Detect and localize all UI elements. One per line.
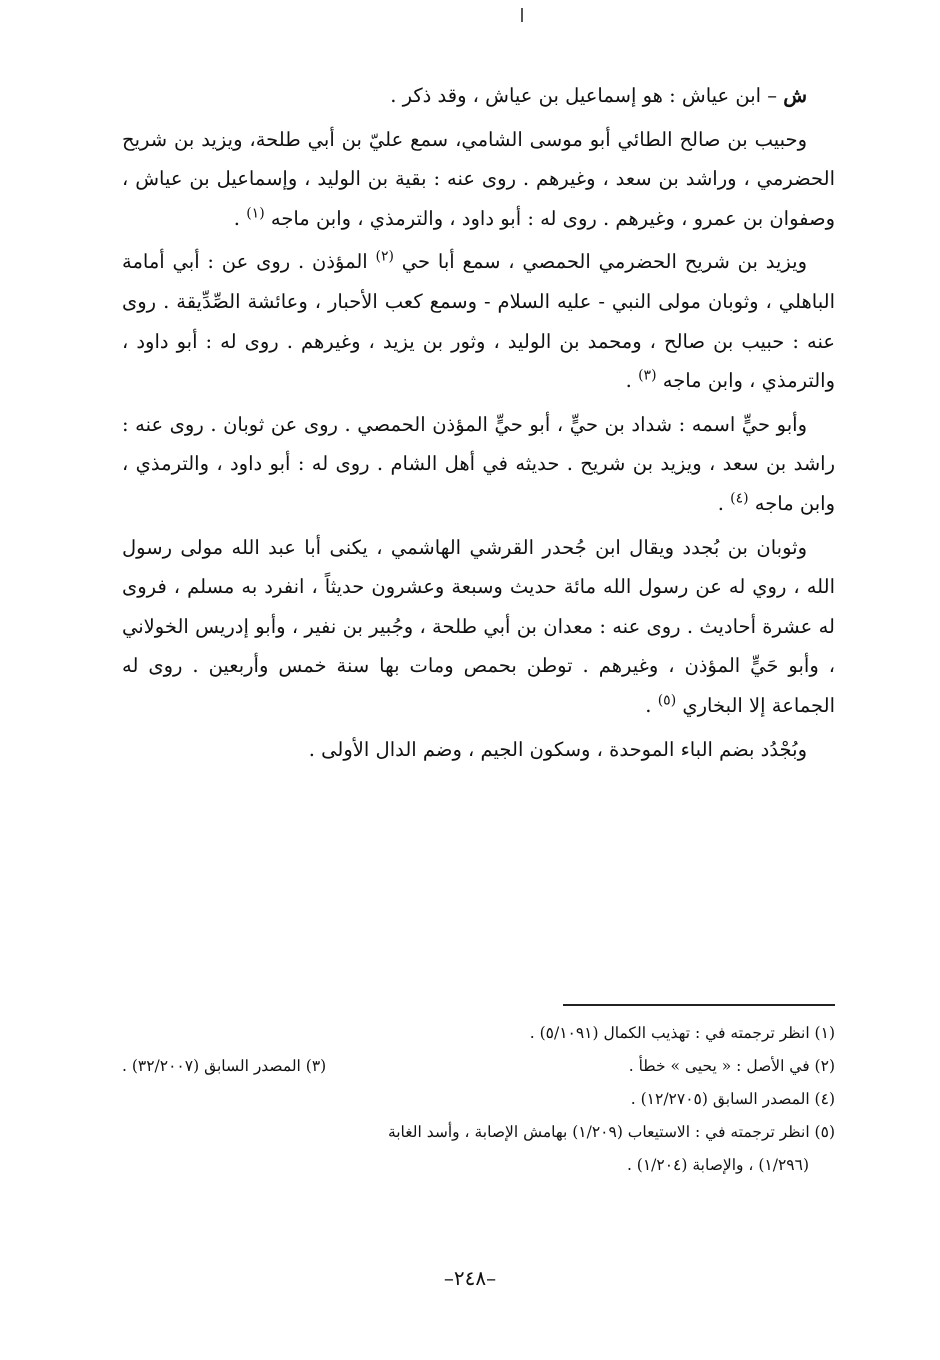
paragraph-end: . [645,693,658,717]
paragraph-abu-hayy [122,405,835,524]
paragraph-text: وأبو حيٍّ اسمه : شداد بن حيٍّ ، أبو حيٍّ المؤذن الحمصي . روى عن ثوبان . روى عنه : راشد بن سعد ، ويزيد بن شريح . حديثه في أهل الشام . روى له : أبو داود ، والترمذي ، وابن ماجه [122,412,835,515]
page-number: –٢٤٨– [443,1266,497,1290]
paragraph-text: وبُجْدُد بضم الباء الموحدة ، وسكون الجيم ، وضم الدال الأولى . [308,737,807,761]
paragraph-text-continued: المؤذن . روى عن : أبي أمامة الباهلي ، وثوبان مولى النبي - عليه السلام - وسمع كعب الأحبار ، وعائشة الصِّدِّيقة . روى عنه : حبيب بن صالح ، ومحمد بن الوليد ، وثور بن يزيد ، وغيرهم . روى له : أبو داود ، والترمذي ، وابن ماجه [122,250,835,393]
footnote-reference: (٣) [638,367,657,384]
footnote-reference: (٤) [730,490,749,507]
paragraph-ibn-ayyash [122,76,835,116]
footnote-row-2-3 [122,1050,835,1083]
paragraph-text: وحبيب بن صالح الطائي أبو موسى الشامي، سمع عليّ بن أبي طلحة، ويزيد بن شريح الحضرمي ، وراشد بن سعد ، وغيرهم . روى عنه : بقية بن الوليد ، وإسماعيل بن عياش ، وصفوان بن عمرو ، وغيرهم . روى له : أبو داود ، والترمذي ، وابن ماجه [122,127,835,230]
paragraph-text: – ابن عياش : هو إسماعيل بن عياش ، وقد ذكر . [390,84,784,107]
footnote-2: (٢) في الأصل : « يحيى » خطأ . [628,1057,835,1075]
footnotes [122,1017,835,1182]
footnote-reference: (١) [246,205,265,222]
paragraph-end: . [625,369,639,393]
footnote-reference: (٥) [657,692,677,709]
paragraph-end: . [717,491,731,515]
paragraph-bujdud-note [122,730,835,770]
paragraph-text: وثوبان بن بُجدد ويقال ابن جُحدر القرشي الهاشمي ، يكنى أبا عبد الله مولى رسول الله ، روي له عن رسول الله مائة حديث وسبعة وعشرون حديثاً ، انفرد به مسلم ، فروى له عشرة أحاديث . روى عنه : معدان بن أبي طلحة ، وجُبير بن نفير ، وأبو إدريس الخولاني ، وأبو حَيٍّ المؤذن ، وغيرهم . توطن بحمص ومات بها سنة خمس وأربعين . روى له الجماعة إلا البخاري [122,535,836,717]
paragraph-habib-ibn-salih [122,120,835,239]
footnote-3: (٣) المصدر السابق (٣٢/٢٠٠٧) . [122,1057,327,1075]
paragraph-yazid-ibn-shurayh [122,242,835,400]
footnote-4: (٤) المصدر السابق (١٢/٢٧٠٥) . [630,1090,835,1108]
commentary-marker: ش [783,84,807,107]
footnote-5-line-2: (١/٢٩٦) ، والإصابة (١/٢٠٤) . [626,1156,809,1174]
top-margin-mark [521,8,523,22]
footnote-reference: (٢) [375,248,394,265]
main-text [122,76,835,769]
paragraph-end: . [233,206,247,230]
footnote-1: (١) انظر ترجمته في : تهذيب الكمال (٥/١٠٩١) . [529,1024,835,1042]
footnote-5-line-1: (٥) انظر ترجمته في : الاستيعاب (١/٢٠٩) بهامش الإصابة ، وأسد الغابة [387,1123,835,1141]
paragraph-text: ويزيد بن شريح الحضرمي الحمصي ، سمع أبا حي [401,250,807,274]
paragraph-thawban [122,528,835,726]
footnote-divider [563,1004,835,1006]
